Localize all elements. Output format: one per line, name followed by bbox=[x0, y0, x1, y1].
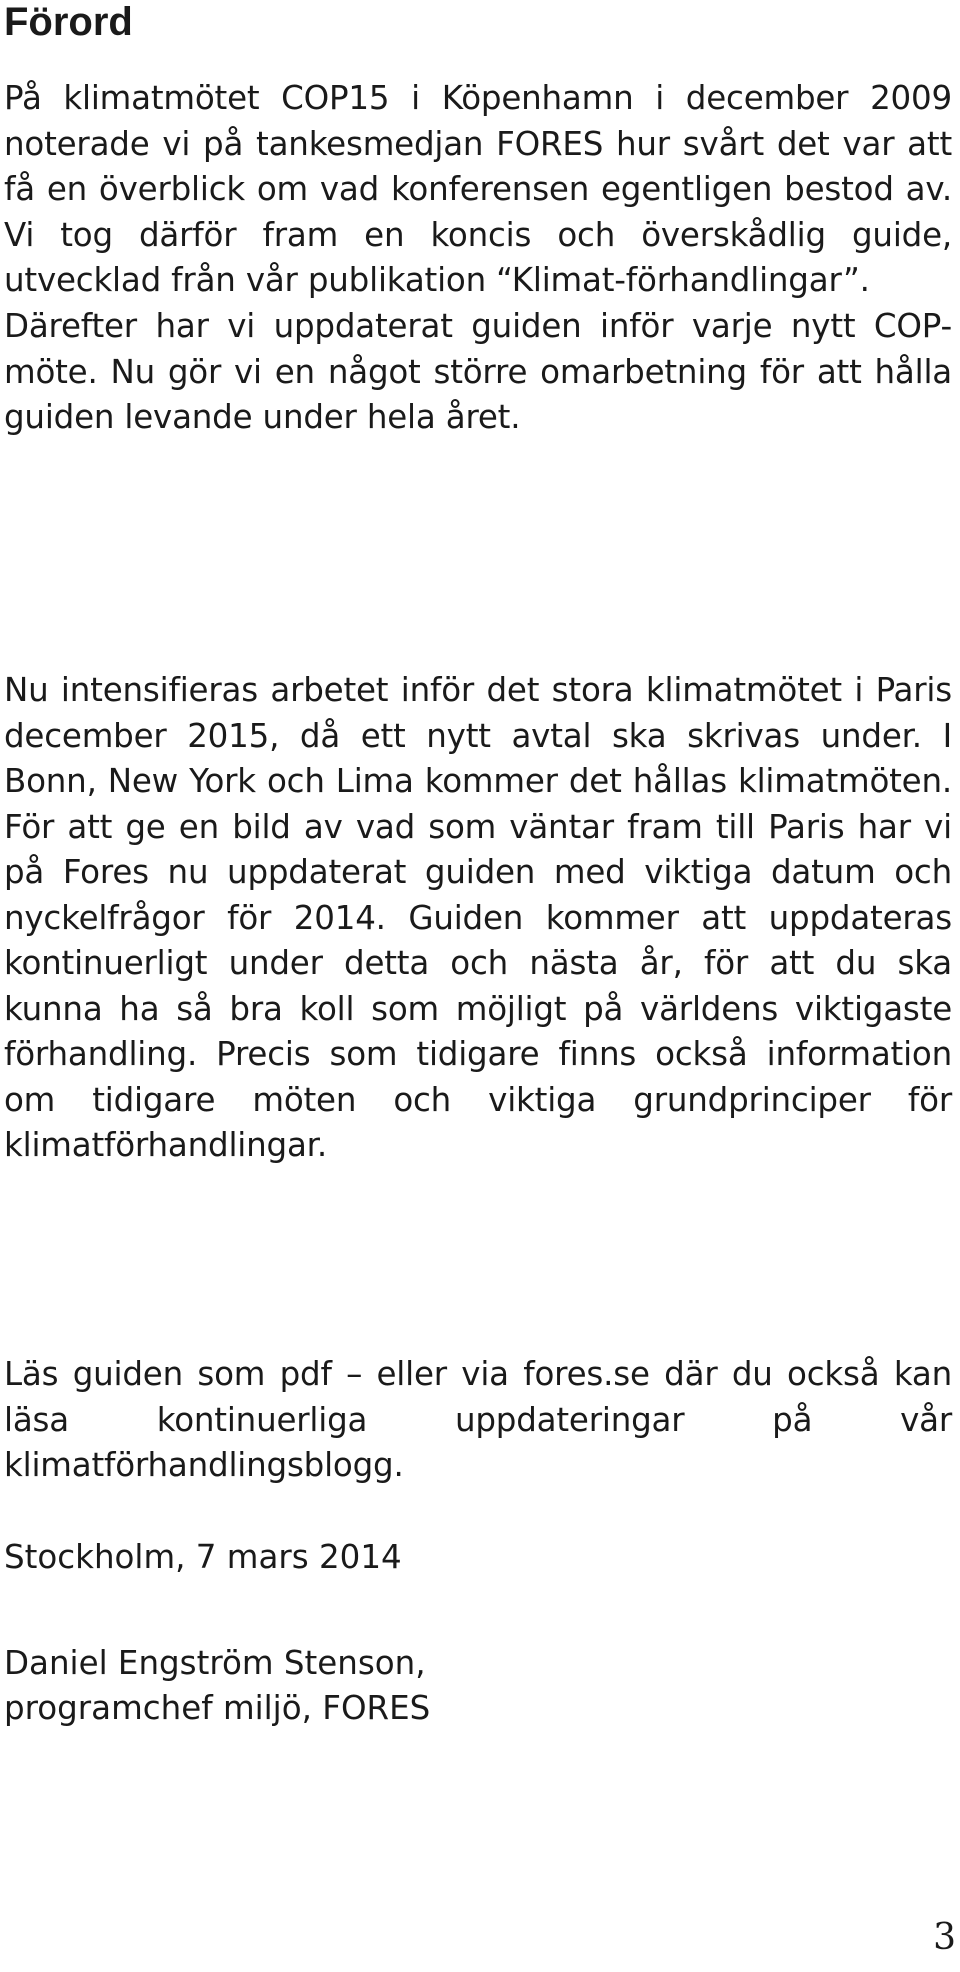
signature-role: programchef miljö, FORES bbox=[4, 1689, 431, 1727]
paragraph-paris: Nu intensifieras arbetet inför det stora klimatmötet i Paris december 2015, då ett nytt avtal ska skrivas under. I Bonn, New York och Lima kommer det hållas klimatmöten. För att ge en bild av vad som väntar fram till Paris har vi på Fores nu uppdaterat guiden med viktiga datum och nyckelfrågor för 2014. Guiden kommer att uppdateras kontinuerligt under detta och nästa år, för att du ska kunna ha så bra koll som möjligt på världens viktigaste förhandling. Precis som tidigare finns också information om tidigare möten och viktiga grundprinciper för klimatförhandlingar. bbox=[4, 671, 952, 1164]
paragraph-updates: Därefter har vi uppdaterat guiden inför varje nytt COP-möte. Nu gör vi en något större omarbetning för att hålla guiden levande under hela året. bbox=[4, 307, 952, 436]
page-number: 3 bbox=[933, 1917, 956, 1958]
paragraph-read-guide: Läs guiden som pdf – eller via fores.se där du också kan läsa kontinuerliga uppdateringar på vår klimatförhandlingsblogg. bbox=[4, 1355, 952, 1484]
signature-place-date: Stockholm, 7 mars 2014 bbox=[4, 1538, 402, 1576]
paragraph-intro: På klimatmötet COP15 i Köpenhamn i december 2009 noterade vi på tankesmedjan FORES hur svårt det var att få en överblick om vad konferensen egentligen bestod av. Vi tog därför fram en koncis och överskådlig guide, utvecklad från vår publikation “Klimat-förhandlingar”. bbox=[4, 79, 952, 299]
signature-name: Daniel Engström Stenson, bbox=[4, 1644, 426, 1682]
page-title: Förord bbox=[4, 0, 133, 44]
